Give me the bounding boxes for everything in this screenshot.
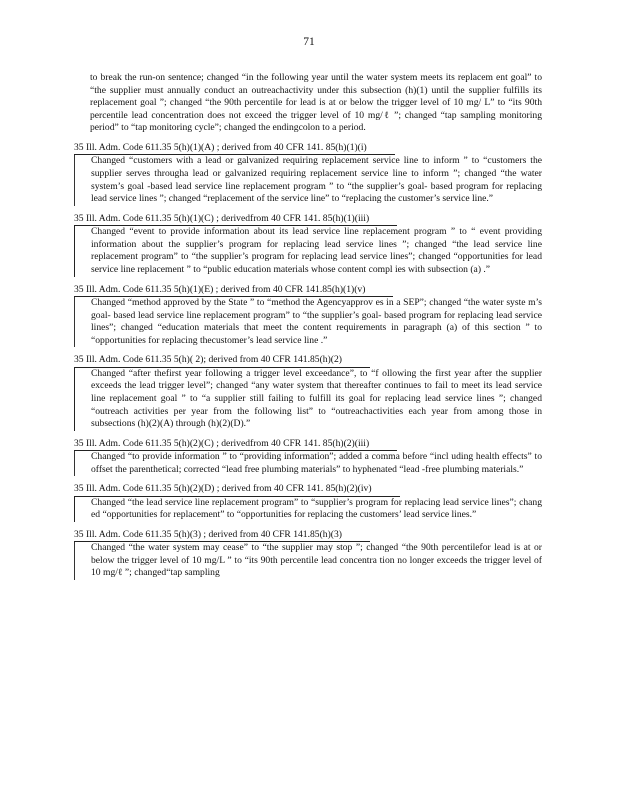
citation-heading: 35 Ill. Adm. Code 611.35 5(h)(1)(A) ; derived from 40 CFR 141. 85(h)(1)(i) (74, 142, 395, 155)
citation-heading: 35 Ill. Adm. Code 611.35 5(h)(1)(C) ; derivedfrom 40 CFR 141. 85(h)(1)(iii) (74, 213, 397, 226)
intro-paragraph: to break the run-on sentence; changed “in the following year until the water system meets its replacem ent goal” to “the supplier must annually conduct an outreachactivity under this subsection (h)(1) until the supplier fulfills its replacement goal ”; changed “the 90th percentile for lead is at or below the trigger level of 10 mg/ L” to “its 90th percentile lead concentration does not exceed the trigger level of 10 mg/ℓ ”; changed “tap sampling monitoring period” to “tap monitoring cycle”; changed the endingcolon to a period. (90, 72, 542, 134)
citation-text: Changed “method approved by the State ” to “method the Agencyapprov es in a SEP”; changed “the water syste m’s goal- based lead service line replacement program” to “the supplier’s goal- based program for replacing lead service lines”; changed “education materials that meet the content requirements in paragraph (a) of this section ” to “opportunities for replacing thecustomer’s lead service line .” (74, 297, 542, 347)
citation-text: Changed “the lead service line replacement program” to “supplier’s program for replacing lead service lines”; chang ed “opportunities for replacement” to “opportunities for replacing the customers’ lead service lines.” (74, 497, 542, 522)
citation-entry (74, 208, 542, 277)
citation-entry (74, 524, 542, 580)
citation-heading: 35 Ill. Adm. Code 611.35 5(h)(3) ; derived from 40 CFR 141.85(h)(3) (74, 529, 370, 542)
citation-heading: 35 Ill. Adm. Code 611.35 5(h)(1)(E) ; derived from 40 CFR 141.85(h)(1)(v) (74, 284, 393, 297)
citation-entry (74, 478, 542, 522)
citation-text: Changed “the water system may cease” to “the supplier may stop ”; changed “the 90th percentilefor lead is at or below the trigger level of 10 mg/L ” to “its 90th percentile lead concentra tion no longer exceeds the trigger level of 10 mg/ℓ ”; changed“tap sampling (74, 542, 542, 580)
citation-text: Changed “event to provide information about its lead service line replacement program ” to “ event providing information about the supplier’s program for replacing lead service lines ”; changed “the lead service line replacement program” to “the supplier’s program for replacing lead service lines”; changed “opportunities for lead service line replacement ” to “public education materials whose content compl ies with subsection (a) .” (74, 226, 542, 276)
citation-heading: 35 Ill. Adm. Code 611.35 5(h)(2)(D) ; derived from 40 CFR 141. 85(h)(2)(iv) (74, 483, 400, 496)
citation-text: Changed “customers with a lead or galvanized requiring replacement service line to inform ” to “customers the supplier serves througha lead or galvanized requiring replacement service line to inform ”; changed “the water system’s goal -based lead service line replacement program ” to “the supplier’s goal- based program for replacing lead service lines ”; changed “replacement of the service line” to “replacing the customer’s service line.” (74, 155, 542, 205)
citation-entry (74, 137, 542, 206)
page-number: 71 (303, 36, 315, 48)
citation-text: Changed “after thefirst year following a trigger level exceedance”, to “f ollowing the first year after the supplier exceeds the lead trigger level”; changed “any water system that thereafter continues to fail to meet its lead service line replacement goal ” to “a supplier still failing to fulfill its goal for replacing lead service lines ”; changed “outreach activities per year from the following list” to “outreachactivities each year from among those in subsections (h)(2)(A) through (h)(2)(D).” (74, 368, 542, 431)
citation-text: Changed “to provide information ” to “providing information”; added a comma before “incl uding health effects” to offset the parenthetical; corrected “lead free plumbing materials” to hyphenated “lead -free plumbing materials.” (74, 451, 542, 476)
citation-entry (74, 433, 542, 477)
citation-heading: 35 Ill. Adm. Code 611.35 5(h)(2)(C) ; derivedfrom 40 CFR 141. 85(h)(2)(iii) (74, 438, 397, 451)
document-body (74, 72, 542, 580)
citation-entry (74, 279, 542, 348)
citation-heading: 35 Ill. Adm. Code 611.35 5(h)( 2); derived from 40 CFR 141.85(h)(2) (74, 354, 370, 367)
citation-entry (74, 349, 542, 430)
